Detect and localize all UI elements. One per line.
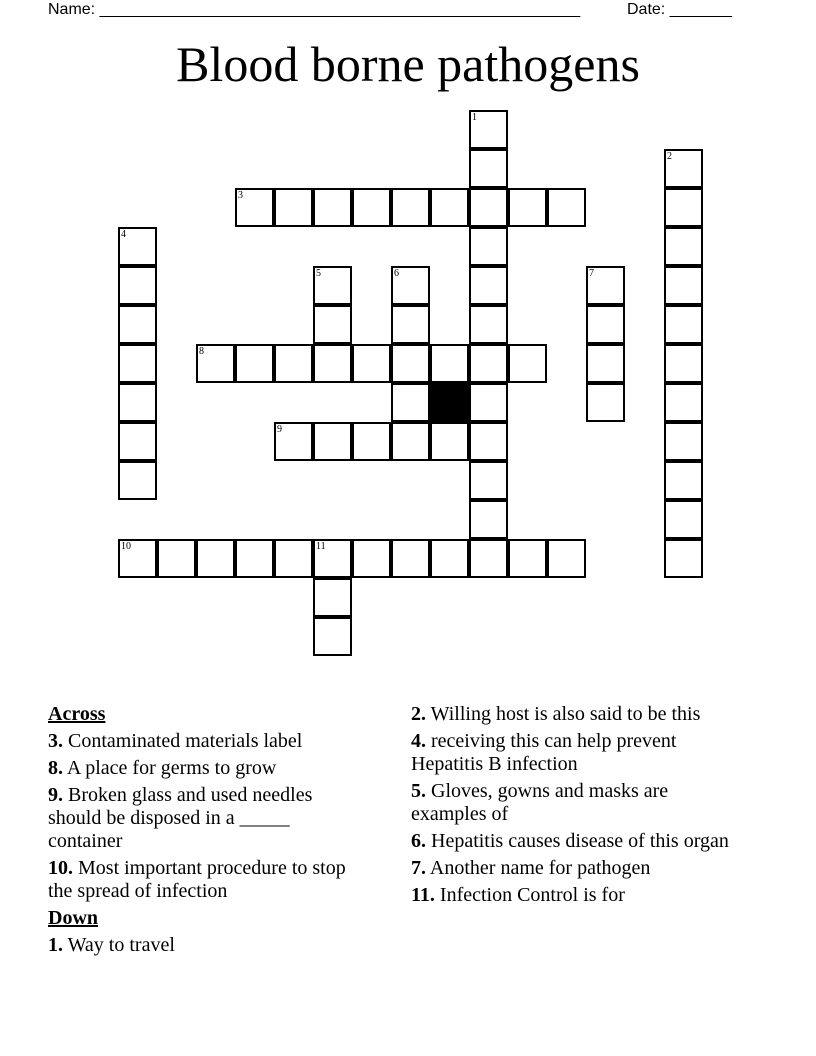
grid-cell[interactable] [469,383,508,422]
clue-down-4: 4. receiving this can help prevent Hepatitis B infection [411,730,677,775]
grid-cell[interactable] [313,539,352,578]
clue-number: 7 [589,268,594,279]
grid-cell[interactable] [118,422,157,461]
grid-cell[interactable] [391,422,430,461]
clue-number: 1 [472,112,477,123]
grid-cell[interactable] [430,188,469,227]
grid-cell[interactable] [469,461,508,500]
grid-cell[interactable] [664,500,703,539]
clues-left-column [48,703,368,961]
clue-number: 5 [316,268,321,279]
clue-down-11: 11. Infection Control is for [411,884,625,906]
grid-cell[interactable] [118,461,157,500]
grid-cell[interactable] [391,188,430,227]
grid-cell[interactable] [664,422,703,461]
grid-cell[interactable] [469,305,508,344]
grid-cell[interactable] [547,188,586,227]
grid-cell[interactable] [391,344,430,383]
black-cell [430,383,469,422]
grid-cell[interactable] [508,344,547,383]
clue-across-8: 8. A place for germs to grow [48,757,277,779]
grid-cell[interactable] [313,617,352,656]
grid-cell[interactable] [391,383,430,422]
grid-cell[interactable] [235,539,274,578]
grid-cell[interactable] [274,539,313,578]
grid-cell[interactable] [391,539,430,578]
clue-down-2: 2. Willing host is also said to be this [411,703,701,725]
grid-cell[interactable] [235,188,274,227]
grid-cell[interactable] [469,266,508,305]
grid-cell[interactable] [430,539,469,578]
clue-number: 10 [121,541,131,552]
grid-cell[interactable] [352,344,391,383]
grid-cell[interactable] [586,344,625,383]
grid-cell[interactable] [469,344,508,383]
clue-number: 6 [394,268,399,279]
grid-cell[interactable] [586,383,625,422]
grid-cell[interactable] [430,344,469,383]
clue-across-3: 3. Contaminated materials label [48,730,303,752]
down-heading: Down [48,907,99,929]
grid-cell[interactable] [664,266,703,305]
grid-cell[interactable] [664,344,703,383]
grid-cell[interactable] [157,539,196,578]
grid-cell[interactable] [313,422,352,461]
grid-cell[interactable] [469,500,508,539]
clues-right-column [411,703,741,911]
grid-cell[interactable] [118,266,157,305]
grid-cell[interactable] [586,266,625,305]
clue-across-10: 10. Most important procedure to stop the spread of infection [48,857,346,902]
grid-cell[interactable] [469,110,508,149]
grid-cell[interactable] [391,266,430,305]
across-heading: Across [48,703,106,725]
grid-cell[interactable] [118,227,157,266]
grid-cell[interactable] [664,188,703,227]
grid-cell[interactable] [469,539,508,578]
grid-cell[interactable] [352,422,391,461]
grid-cell[interactable] [235,344,274,383]
grid-cell[interactable] [196,344,235,383]
clue-number: 3 [238,190,243,201]
grid-cell[interactable] [118,539,157,578]
name-field[interactable]: Name: ______________________________________________________ [48,1,581,18]
grid-cell[interactable] [469,188,508,227]
clue-number: 2 [667,151,672,162]
grid-cell[interactable] [313,344,352,383]
grid-cell[interactable] [118,383,157,422]
grid-cell[interactable] [664,305,703,344]
grid-cell[interactable] [313,578,352,617]
grid-cell[interactable] [664,461,703,500]
grid-cell[interactable] [274,422,313,461]
grid-cell[interactable] [430,422,469,461]
clue-number: 9 [277,424,282,435]
grid-cell[interactable] [196,539,235,578]
clue-down-6: 6. Hepatitis causes disease of this organ [411,830,729,852]
grid-cell[interactable] [664,383,703,422]
grid-cell[interactable] [118,305,157,344]
grid-cell[interactable] [469,149,508,188]
grid-cell[interactable] [352,539,391,578]
grid-cell[interactable] [274,344,313,383]
clue-number: 8 [199,346,204,357]
grid-cell[interactable] [391,305,430,344]
grid-cell[interactable] [469,227,508,266]
date-field[interactable]: Date: _______ [627,1,732,18]
grid-cell[interactable] [313,188,352,227]
clue-down-1: 1. Way to travel [48,934,175,956]
grid-cell[interactable] [313,305,352,344]
grid-cell[interactable] [508,539,547,578]
grid-cell[interactable] [508,188,547,227]
page-title: Blood borne pathogens [176,36,640,92]
grid-cell[interactable] [313,266,352,305]
clue-number: 4 [121,229,126,240]
clue-down-5: 5. Gloves, gowns and masks are examples of [411,780,669,825]
grid-cell[interactable] [118,344,157,383]
grid-cell[interactable] [664,227,703,266]
grid-cell[interactable] [469,422,508,461]
grid-cell[interactable] [352,188,391,227]
clue-number: 11 [316,541,326,552]
clue-across-9: 9. Broken glass and used needles should be disposed in a _____ container [48,784,313,852]
clue-down-7: 7. Another name for pathogen [411,857,651,879]
grid-cell[interactable] [664,539,703,578]
grid-cell[interactable] [664,149,703,188]
grid-cell[interactable] [547,539,586,578]
grid-cell[interactable] [274,188,313,227]
grid-cell[interactable] [586,305,625,344]
